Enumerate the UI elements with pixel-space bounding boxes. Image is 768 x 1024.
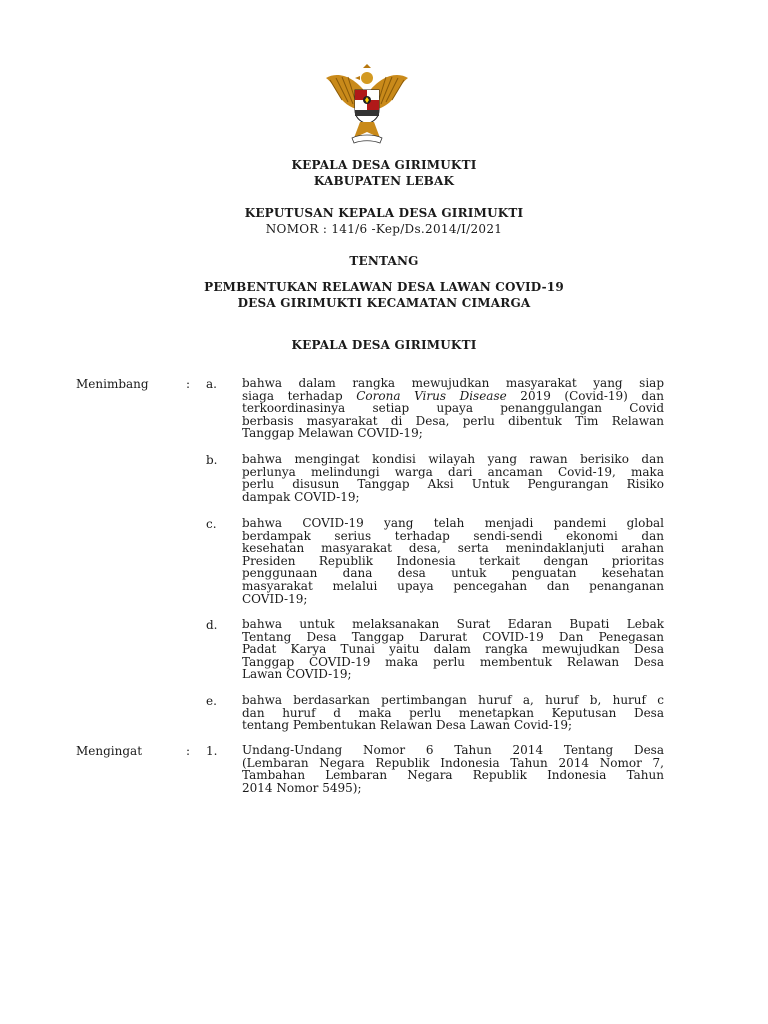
item-marker: a. <box>206 377 217 391</box>
item-marker: b. <box>206 453 218 467</box>
item-text: Undang-Undang Nomor 6 Tahun 2014 Tentang Desa (Lembaran Negara Republik Indonesia Tahun 2014 Nomor 7, Tambahan Lembaran Negara Republik Indonesia Tahun 2014 Nomor 5495); <box>242 743 664 795</box>
item-text: bahwa untuk melaksanakan Surat Edaran Bupati Lebak Tentang Desa Tanggap Darurat COVID-19 Dan Penegasan Padat Karya Tunai yaitu dalam rangka mewujudkan Desa Tanggap COVID-19 maka perlu membentuk Relawan Desa Lawan COVID-19; <box>242 617 664 682</box>
mengingat-section <box>76 744 666 804</box>
decision-number: NOMOR : 141/6 -Kep/Ds.2014/I/2021 <box>265 222 503 236</box>
item-marker: 1. <box>206 744 218 758</box>
decision-title: KEPUTUSAN KEPALA DESA GIRIMUKTI <box>244 206 524 220</box>
issuer-heading: KEPALA DESA GIRIMUKTI <box>291 338 477 352</box>
about-heading: TENTANG <box>349 254 419 268</box>
header-line-2: KABUPATEN LEBAK <box>313 174 455 188</box>
item-text: bahwa COVID-19 yang telah menjadi pandemi global berdampak serius terhadap sendi-sendi ekonomi dan kesehatan masyarakat desa, serta menindaklanjuti arahan Presiden Republik Indonesia terkait dengan prioritas penggunaan dana desa untuk penguatan kesehatan masyarakat melalui upaya pencegahan dan penanganan COVID-19; <box>242 516 664 606</box>
item-marker: c. <box>206 517 217 531</box>
menimbang-label: Menimbang <box>76 377 149 391</box>
item-text: bahwa mengingat kondisi wilayah yang rawan berisiko dan perlunya melindungi warga dari ancaman Covid-19, maka perlu disusun Tanggap Aksi Untuk Pengurangan Risiko dampak COVID-19; <box>242 452 664 504</box>
menimbang-colon: : <box>186 377 191 391</box>
mengingat-colon: : <box>186 744 191 758</box>
italic-term: Corona Virus Disease <box>356 388 507 403</box>
item-text: bahwa berdasarkan pertimbangan huruf a, huruf b, huruf c dan huruf d maka perlu menetapkan Keputusan Desa tentang Pembentukan Relawan Desa Lawan Covid-19; <box>242 693 664 733</box>
mengingat-label: Mengingat <box>76 744 143 758</box>
item-marker: e. <box>206 694 217 708</box>
menimbang-section <box>76 377 666 737</box>
subject-line-2: DESA GIRIMUKTI KECAMATAN CIMARGA <box>237 296 531 310</box>
subject-line-1: PEMBENTUKAN RELAWAN DESA LAWAN COVID-19 <box>204 280 564 294</box>
header-line-1: KEPALA DESA GIRIMUKTI <box>291 158 477 172</box>
garuda-pancasila-emblem <box>322 64 412 146</box>
item-marker: d. <box>206 618 218 632</box>
item-text: bahwa dalam rangka mewujudkan masyarakat yang siap siaga terhadap Corona Virus Disease 2019 (Covid-19) dan terkoordinasinya setiap upaya penanggulangan Covid berbasis masyarakat di Desa, perlu dibentuk Tim Relawan Tanggap Melawan COVID-19; <box>242 376 664 441</box>
